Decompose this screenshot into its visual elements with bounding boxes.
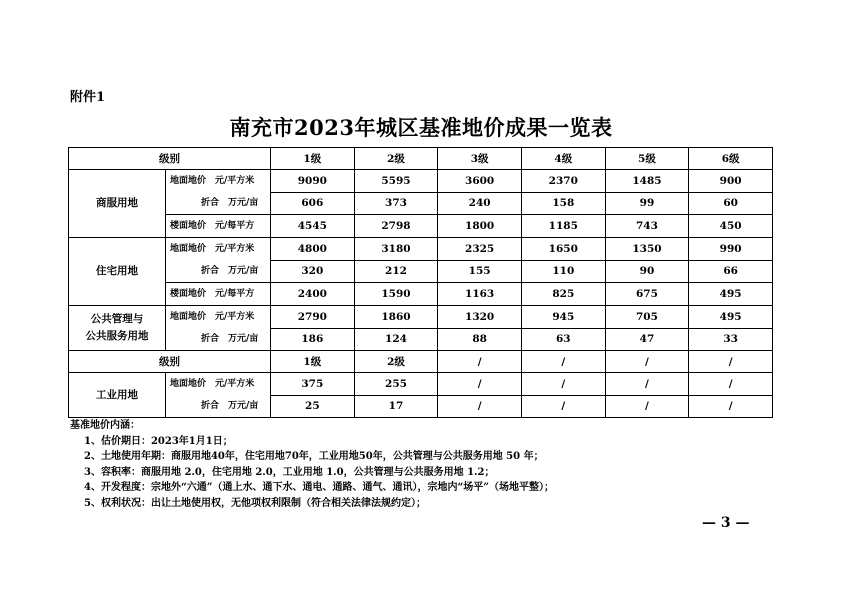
value-cell: 124 (354, 328, 438, 351)
category-name-line: 公共服务用地 (85, 330, 149, 342)
value-cell: 63 (521, 328, 605, 351)
value-cell: 25 (271, 395, 355, 418)
value-cell: / (689, 395, 773, 418)
value-cell: 2级 (354, 351, 438, 373)
value-cell: 1320 (438, 306, 522, 329)
value-cell: 66 (689, 260, 773, 283)
value-cell: 2790 (271, 306, 355, 329)
unit-label (166, 238, 271, 283)
notes (70, 418, 554, 511)
value-cell: 495 (689, 306, 773, 329)
value-cell: 900 (689, 170, 773, 193)
land-price-unit: 地面地价 元/平方米 (170, 244, 255, 254)
category-name: 工业用地 (69, 373, 166, 418)
value-cell: 90 (605, 260, 689, 283)
category-name: 商服用地 (69, 170, 166, 238)
value-cell: / (605, 351, 689, 373)
value-cell: 3180 (354, 238, 438, 261)
value-cell: 1800 (438, 215, 522, 238)
value-cell: 155 (438, 260, 522, 283)
value-cell: 1163 (438, 283, 522, 306)
value-cell: 675 (605, 283, 689, 306)
value-cell: / (438, 351, 522, 373)
table-row (69, 373, 773, 396)
value-cell: 705 (605, 306, 689, 329)
value-cell: 990 (689, 238, 773, 261)
value-cell: 3600 (438, 170, 522, 193)
floor-price-unit: 楼面地价 元/每平方 (166, 215, 271, 238)
category-name (69, 306, 166, 351)
grade-header: 5级 (605, 148, 689, 170)
value-cell: 1350 (605, 238, 689, 261)
note-item: 5、权利状况：出让土地使用权，无他项权利限制（符合相关法律法规约定）； (84, 497, 426, 509)
page-number: — 3 — (702, 515, 750, 531)
land-price-unit: 地面地价 元/平方米 (170, 312, 255, 322)
value-cell: 1650 (521, 238, 605, 261)
unit-label (166, 170, 271, 215)
value-cell: 212 (354, 260, 438, 283)
value-cell: 945 (521, 306, 605, 329)
grade-header: 3级 (438, 148, 522, 170)
value-cell: 2325 (438, 238, 522, 261)
value-cell: 4545 (271, 215, 355, 238)
value-cell: / (521, 351, 605, 373)
grade-header: 4级 (521, 148, 605, 170)
grade-header: 6级 (689, 148, 773, 170)
land-price-unit: 地面地价 元/平方米 (170, 176, 255, 186)
note-item: 4、开发程度：宗地外“六通”（通上水、通下水、通电、通路、通气、通讯），宗地内“场平”（场地平整）； (84, 482, 554, 493)
grade-header: 1级 (271, 148, 355, 170)
grade-label: 级别 (69, 351, 271, 373)
value-cell: / (689, 351, 773, 373)
value-cell: 450 (689, 215, 773, 238)
table-row (69, 170, 773, 193)
value-cell: 255 (354, 373, 438, 396)
value-cell: 375 (271, 373, 355, 396)
unit-label (166, 373, 271, 418)
value-cell: 2400 (271, 283, 355, 306)
value-cell: 1185 (521, 215, 605, 238)
notes-title: 基准地价内涵： (70, 420, 140, 431)
value-cell: 99 (605, 192, 689, 215)
value-cell: / (689, 373, 773, 396)
value-cell: / (605, 373, 689, 396)
value-cell: / (605, 395, 689, 418)
value-cell: 5595 (354, 170, 438, 193)
value-cell: 88 (438, 328, 522, 351)
unit-label (166, 306, 271, 351)
floor-price-unit: 楼面地价 元/每平方 (166, 283, 271, 306)
grade-label: 级别 (69, 148, 271, 170)
value-cell: 2798 (354, 215, 438, 238)
value-cell: 1860 (354, 306, 438, 329)
converted-unit: 折合 万元/亩 (201, 401, 259, 411)
grade-header: 2级 (354, 148, 438, 170)
table-row (69, 238, 773, 261)
value-cell: 4800 (271, 238, 355, 261)
industrial-grade-row (69, 351, 773, 373)
converted-unit: 折合 万元/亩 (201, 266, 259, 276)
value-cell: 825 (521, 283, 605, 306)
note-item: 2、土地使用年期：商服用地40年，住宅用地70年，工业用地50年，公共管理与公共服务用地 50 年； (84, 451, 544, 462)
value-cell: 186 (271, 328, 355, 351)
land-price-table (68, 147, 773, 418)
value-cell: / (438, 395, 522, 418)
converted-unit: 折合 万元/亩 (201, 198, 259, 208)
land-price-unit: 地面地价 元/平方米 (170, 379, 255, 389)
table-row (69, 306, 773, 329)
table-row (69, 283, 773, 306)
document-title: 南充市2023年城区基准地价成果一览表 (229, 115, 613, 140)
value-cell: 33 (689, 328, 773, 351)
value-cell: / (438, 373, 522, 396)
value-cell: 110 (521, 260, 605, 283)
value-cell: 47 (605, 328, 689, 351)
value-cell: 9090 (271, 170, 355, 193)
category-name: 住宅用地 (69, 238, 166, 306)
value-cell: 1485 (605, 170, 689, 193)
table-row (69, 215, 773, 238)
attachment-label: 附件1 (70, 90, 106, 105)
value-cell: 373 (354, 192, 438, 215)
value-cell: 1级 (271, 351, 355, 373)
value-cell: 2370 (521, 170, 605, 193)
value-cell: 158 (521, 192, 605, 215)
value-cell: 17 (354, 395, 438, 418)
value-cell: 240 (438, 192, 522, 215)
value-cell: 743 (605, 215, 689, 238)
value-cell: 606 (271, 192, 355, 215)
value-cell: / (521, 373, 605, 396)
value-cell: 60 (689, 192, 773, 215)
value-cell: 320 (271, 260, 355, 283)
converted-unit: 折合 万元/亩 (201, 334, 259, 344)
value-cell: 1590 (354, 283, 438, 306)
grade-header-row (69, 148, 773, 170)
category-name-line: 公共管理与 (90, 313, 144, 325)
note-item: 1、估价期日：2023年1月1日； (84, 435, 233, 447)
value-cell: 495 (689, 283, 773, 306)
value-cell: / (521, 395, 605, 418)
note-item: 3、容积率：商服用地 2.0，住宅用地 2.0，工业用地 1.0，公共管理与公共服务用地 1.2； (84, 466, 495, 478)
